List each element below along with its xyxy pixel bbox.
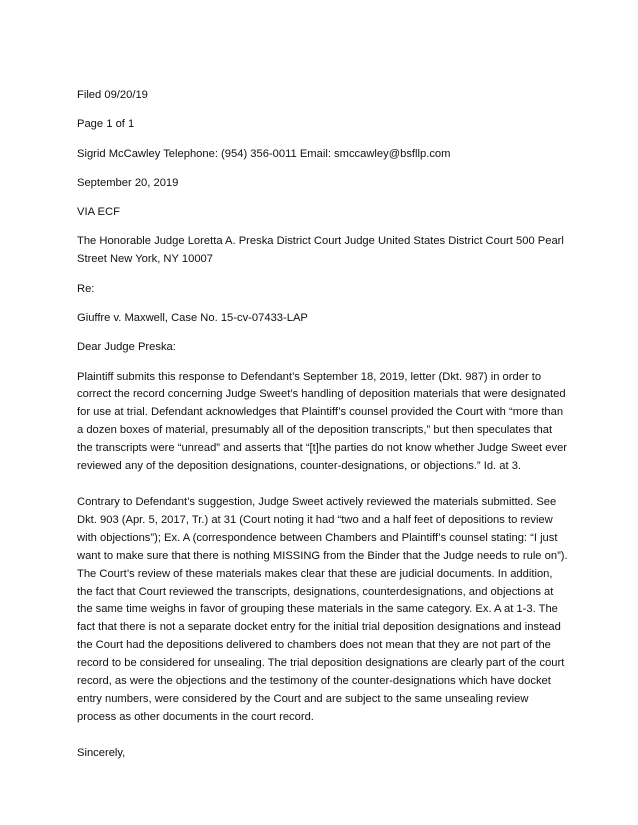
delivery-method: VIA ECF xyxy=(77,206,120,219)
filed-date: Filed 09/20/19 xyxy=(77,89,148,101)
letter-date: September 20, 2019 xyxy=(77,176,179,189)
recipient-address: The Honorable Judge Loretta A. Preska District Court Judge United States District Court 500 Pearl Street New York, NY 10007 xyxy=(77,235,564,266)
re-label: Re: xyxy=(77,282,95,295)
letter-page xyxy=(77,87,569,774)
case-caption: Giuffre v. Maxwell, Case No. 15-cv-07433-LAP xyxy=(77,311,308,324)
sender-line: Sigrid McCawley Telephone: (954) 356-0011 Email: smccawley@bsfllp.com xyxy=(77,147,451,160)
page-number: Page 1 of 1 xyxy=(77,118,135,131)
body-paragraph-2: Contrary to Defendant’s suggestion, Judge Sweet actively reviewed the materials submitted. See Dkt. 903 (Apr. 5, 2017, Tr.) at 31 (Court noting it had “two and a half feet of depositions to review with objections”); Ex. A (correspondence between Chambers and Plaintiff’s counsel stating: “I just want to make sure that there is nothing MISSING from the Binder that the Judge needs to rule on”). The Court’s review of these materials makes clear that these are judicial documents. In addition, the fact that Court reviewed the transcripts, designations, counterdesignations, and objections at the same time weighs in favor of grouping these materials in the same category. Ex. A at 1-3. The fact that there is not a separate docket entry for the initial trial deposition designations and instead the Court had the depositions delivered to chambers does not mean that they are not part of the record to be considered for unsealing. The trial deposition designations are clearly part of the court record, as were the objections and the testimony of the counter-designations which have docket entry numbers, were considered by the Court and are subject to the same unsealing review process as other documents in the court record. xyxy=(77,496,568,723)
body-paragraph-1: Plaintiff submits this response to Defendant’s September 18, 2019, letter (Dkt. 987) in order to correct the record concerning Judge Sweet’s handling of deposition materials that were designated for use at trial. Defendant acknowledges that Plaintiff’s counsel provided the Court with “more than a dozen boxes of material, presumably all of the deposition transcripts,” but then speculates that the transcripts were “unread” and asserts that “[t]he parties do not know whether Judge Sweet ever reviewed any of the deposition designations, counter-designations, or objections.” Id. at 3. xyxy=(77,370,568,473)
closing: Sincerely, xyxy=(77,746,126,759)
salutation: Dear Judge Preska: xyxy=(77,341,176,354)
